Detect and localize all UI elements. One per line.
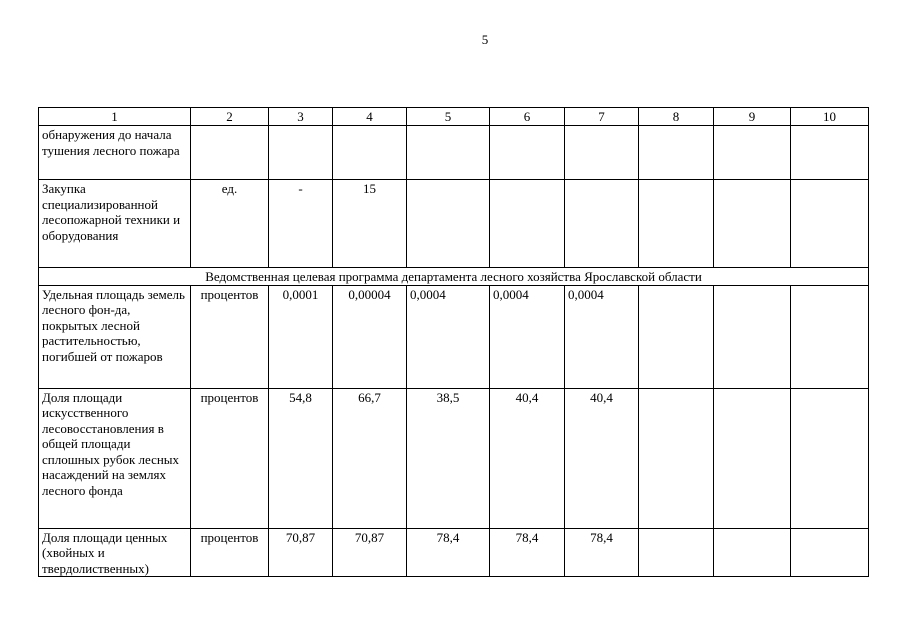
- column-header: 6: [490, 108, 565, 126]
- value-cell: [639, 388, 714, 528]
- column-header: 4: [333, 108, 407, 126]
- value-cell: [639, 528, 714, 577]
- section-title: Ведомственная целевая программа департамента лесного хозяйства Ярославской области: [39, 268, 869, 286]
- value-cell: 0,00004: [333, 285, 407, 388]
- column-header: 7: [565, 108, 639, 126]
- value-cell: [407, 180, 490, 268]
- value-cell: 15: [333, 180, 407, 268]
- value-cell: [407, 126, 490, 180]
- unit-cell: процентов: [191, 285, 269, 388]
- column-header: 5: [407, 108, 490, 126]
- unit-cell: [191, 126, 269, 180]
- indicator-cell: Закупка специализированной лесопожарной техники и оборудования: [39, 180, 191, 268]
- page-number: 5: [481, 32, 489, 47]
- column-header: 8: [639, 108, 714, 126]
- value-cell: [714, 126, 791, 180]
- column-header: 1: [39, 108, 191, 126]
- value-cell: -: [269, 180, 333, 268]
- value-cell: [333, 126, 407, 180]
- value-cell: 40,4: [565, 388, 639, 528]
- column-header: 2: [191, 108, 269, 126]
- value-cell: [565, 180, 639, 268]
- column-header: 3: [269, 108, 333, 126]
- value-cell: [639, 180, 714, 268]
- table-row: [39, 285, 869, 388]
- value-cell: [791, 126, 869, 180]
- column-header: 10: [791, 108, 869, 126]
- indicator-cell: Удельная площадь земель лесного фон-да, покрытых лесной растительностью, погибшей от пожаров: [39, 285, 191, 388]
- value-cell: 38,5: [407, 388, 490, 528]
- unit-cell: ед.: [191, 180, 269, 268]
- value-cell: [490, 126, 565, 180]
- table-row: [39, 388, 869, 528]
- value-cell: 0,0004: [490, 285, 565, 388]
- value-cell: [714, 388, 791, 528]
- indicator-cell: обнаружения до начала тушения лесного пожара: [39, 126, 191, 180]
- value-cell: [714, 180, 791, 268]
- unit-cell: процентов: [191, 528, 269, 577]
- value-cell: [791, 285, 869, 388]
- table-row: [39, 180, 869, 268]
- value-cell: 70,87: [333, 528, 407, 577]
- value-cell: 40,4: [490, 388, 565, 528]
- value-cell: 0,0004: [407, 285, 490, 388]
- value-cell: [639, 126, 714, 180]
- value-cell: 78,4: [565, 528, 639, 577]
- section-row: [39, 268, 869, 286]
- indicator-cell: Доля площади ценных (хвойных и твердолиственных): [39, 528, 191, 577]
- value-cell: [714, 528, 791, 577]
- table-row: [39, 126, 869, 180]
- value-cell: 0,0004: [565, 285, 639, 388]
- value-cell: [269, 126, 333, 180]
- value-cell: [639, 285, 714, 388]
- value-cell: [565, 126, 639, 180]
- unit-cell: процентов: [191, 388, 269, 528]
- table-row: [39, 528, 869, 577]
- data-table: [38, 107, 869, 577]
- indicator-cell: Доля площади искусственного лесовосстановления в общей площади сплошных рубок лесных насаждений на землях лесного фонда: [39, 388, 191, 528]
- value-cell: [791, 528, 869, 577]
- value-cell: 54,8: [269, 388, 333, 528]
- value-cell: 78,4: [490, 528, 565, 577]
- table-header-row: [39, 108, 869, 126]
- value-cell: [791, 388, 869, 528]
- value-cell: 70,87: [269, 528, 333, 577]
- value-cell: 78,4: [407, 528, 490, 577]
- value-cell: [490, 180, 565, 268]
- value-cell: 0,0001: [269, 285, 333, 388]
- value-cell: [791, 180, 869, 268]
- value-cell: [714, 285, 791, 388]
- column-header: 9: [714, 108, 791, 126]
- value-cell: 66,7: [333, 388, 407, 528]
